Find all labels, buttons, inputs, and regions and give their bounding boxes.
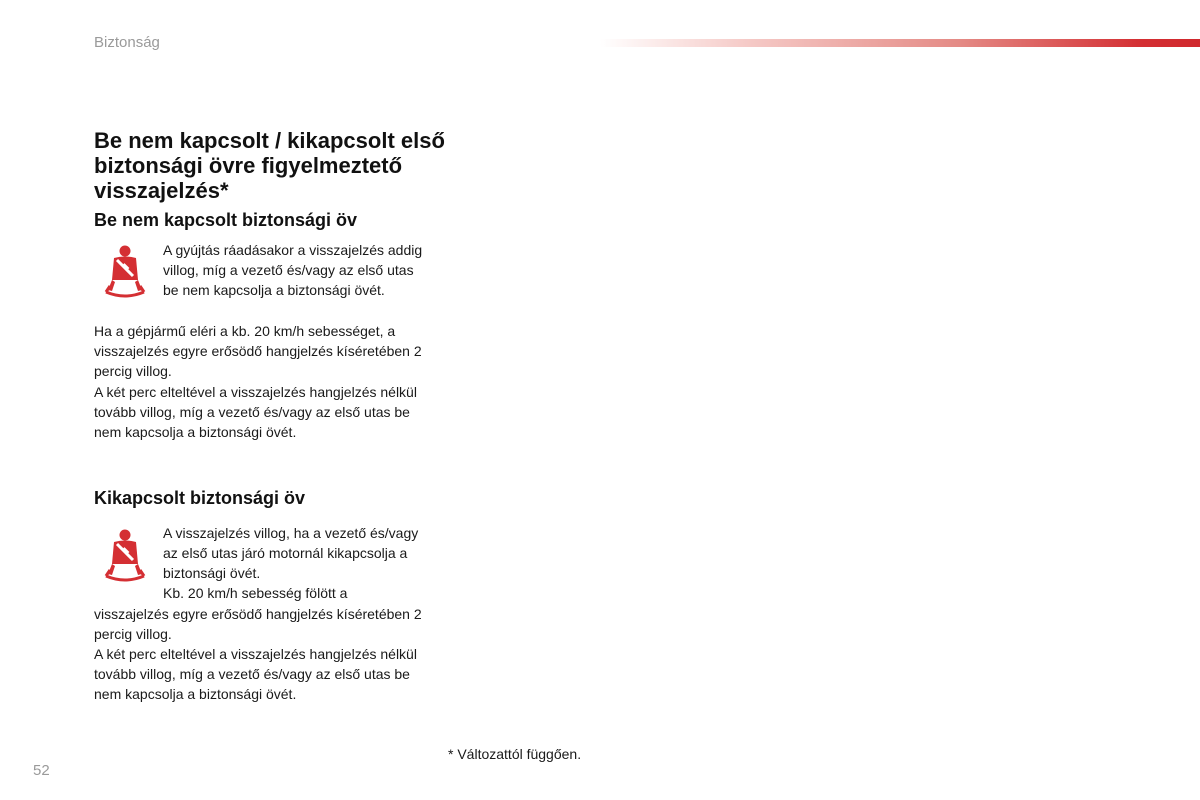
section-title-unfastened: Be nem kapcsolt biztonsági öv xyxy=(94,210,358,230)
section1-paragraph-1: A gyújtás ráadásakor a visszajelzés addig villog, míg a vezető és/vagy az első utas be nem kapcsolja a biztonsági övét. xyxy=(163,242,423,299)
section2-paragraph-3: A két perc elteltével a visszajelzés hangjelzés nélkül tovább villog, míg a vezető és/vagy az első utas be nem kapcsolja a biztonsági övét. xyxy=(94,646,417,703)
seatbelt-warning-icon xyxy=(100,244,148,298)
seatbelt-icon-graphic xyxy=(100,528,148,582)
header-accent-bar xyxy=(600,39,1200,47)
page-title: Be nem kapcsolt / kikapcsolt első biztonsági övre figyelmeztető visszajelzés* xyxy=(94,128,445,203)
section1-paragraph-3: A két perc elteltével a visszajelzés hangjelzés nélkül tovább villog, míg a vezető és/vagy az első utas be nem kapcsolja a biztonsági övét. xyxy=(94,384,417,441)
seatbelt-icon-graphic xyxy=(100,244,148,298)
section-title-unfastened-during: Kikapcsolt biztonsági öv xyxy=(94,488,306,508)
footnote: * Változattól függően. xyxy=(448,746,582,762)
section1-paragraph-2: Ha a gépjármű eléri a kb. 20 km/h sebességet, a visszajelzés egyre erősödő hangjelzés kíséretében 2 percig villog. xyxy=(94,323,422,380)
running-header: Biztonság xyxy=(94,34,160,51)
section2-paragraph-1: A visszajelzés villog, ha a vezető és/vagy az első utas járó motornál kikapcsolja a biztonsági övét. xyxy=(163,525,419,582)
section2-paragraph-2-start: Kb. 20 km/h sebesség fölött a xyxy=(163,585,348,601)
page-number: 52 xyxy=(33,762,50,779)
section2-paragraph-2-rest: visszajelzés egyre erősödő hangjelzés kíséretében 2 percig villog. xyxy=(94,606,422,643)
seatbelt-warning-icon xyxy=(100,528,148,582)
